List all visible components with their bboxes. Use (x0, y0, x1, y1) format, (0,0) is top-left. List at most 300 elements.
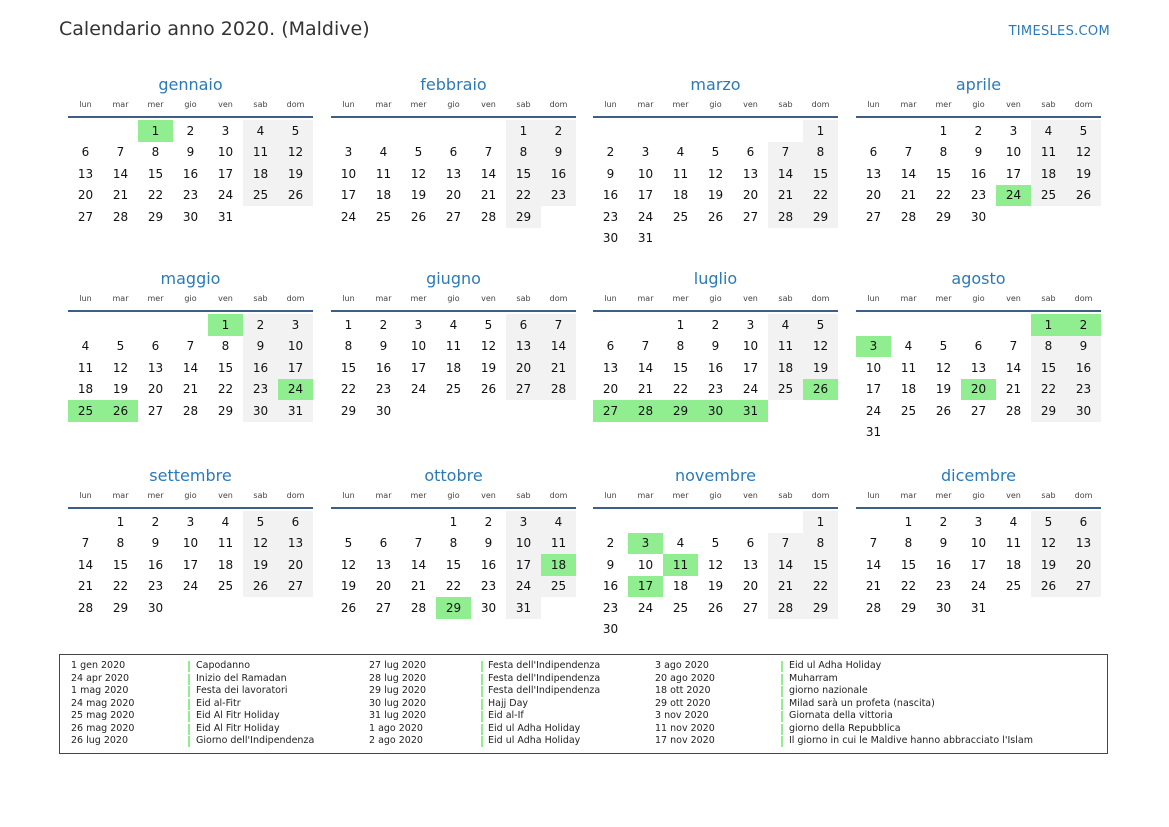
day-cell: 24 (637, 209, 654, 224)
day-cell: 22 (672, 382, 689, 397)
day-cell: 8 (344, 339, 353, 354)
empty-cell (68, 120, 103, 142)
legend-date: 1 ago 2020 (369, 722, 423, 734)
month-novembre (593, 465, 838, 640)
day-cell: 21 (410, 579, 427, 594)
day-cell: 29 (340, 403, 357, 418)
day-cell: 23 (375, 382, 392, 397)
weekday-label: mar (637, 294, 654, 303)
day-cell: 7 (541, 314, 576, 336)
weekday-label: sab (1041, 294, 1056, 303)
day-cell: 21 (541, 357, 576, 379)
day-cell: 30 (147, 600, 164, 615)
day-cell: 13 (147, 360, 164, 375)
weekday-label: lun (342, 294, 355, 303)
legend-holiday-name: Festa dei lavoratori (196, 685, 288, 696)
day-cell: 17 (217, 166, 234, 181)
day-cell: 7 (116, 145, 125, 160)
day-cell: 29 (217, 403, 234, 418)
month-name: aprile (955, 75, 1002, 94)
day-cell: 18 (672, 188, 689, 203)
day-cell: 13 (445, 166, 462, 181)
weekday-header (68, 98, 313, 116)
day-cell: 1 (939, 123, 948, 138)
day-cell: 14 (768, 163, 803, 185)
day-cell: 19 (410, 188, 427, 203)
day-cell: 24 (637, 600, 654, 615)
day-cell: 14 (112, 166, 129, 181)
day-cell: 14 (410, 557, 427, 572)
day-cell: 20 (742, 579, 759, 594)
month-dicembre (856, 465, 1101, 619)
day-cell: 10 (742, 339, 759, 354)
day-cell: 28 (768, 597, 803, 619)
empty-cell (366, 511, 401, 533)
weekday-label: lun (342, 100, 355, 109)
weekday-header (331, 489, 576, 507)
day-cell: 6 (1066, 511, 1101, 533)
empty-cell (173, 314, 208, 336)
day-cell: 24 (340, 209, 357, 224)
day-cell: 23 (1066, 379, 1101, 401)
day-cell: 12 (707, 557, 724, 572)
weekday-label: lun (79, 294, 92, 303)
weekday-label: mer (410, 294, 427, 303)
weekday-label: sab (778, 491, 793, 500)
legend-date: 11 nov 2020 (655, 722, 715, 734)
day-cell: 3 (1009, 123, 1018, 138)
weekday-label: sab (253, 294, 268, 303)
holiday-day-cell: 29 (663, 400, 698, 422)
month-name: settembre (149, 466, 232, 485)
empty-cell (891, 120, 926, 142)
empty-cell (103, 314, 138, 336)
day-cell: 13 (278, 533, 313, 555)
day-cell: 2 (484, 514, 493, 529)
day-cell: 28 (768, 206, 803, 228)
day-cell: 16 (541, 163, 576, 185)
day-cell: 31 (865, 425, 882, 440)
day-cell: 25 (768, 379, 803, 401)
weekday-label: gio (184, 294, 197, 303)
day-cell: 21 (1005, 382, 1022, 397)
weekday-label: mar (900, 294, 917, 303)
legend-holiday-name: giorno nazionale (789, 685, 868, 696)
day-cell: 9 (1066, 336, 1101, 358)
day-cell: 18 (672, 579, 689, 594)
weekday-label: gio (972, 491, 985, 500)
weekday-label: gio (447, 100, 460, 109)
day-cell: 7 (768, 533, 803, 555)
legend-holiday-name: Giornata della vittoria (789, 710, 893, 721)
day-cell: 30 (970, 209, 987, 224)
day-cell: 14 (1005, 360, 1022, 375)
day-cell: 28 (77, 600, 94, 615)
day-cell: 12 (243, 533, 278, 555)
weekday-label: dom (1074, 491, 1093, 500)
header-rule (68, 310, 313, 312)
day-cell: 3 (221, 123, 230, 138)
day-cell: 8 (803, 533, 838, 555)
day-cell: 18 (375, 188, 392, 203)
day-cell: 12 (112, 360, 129, 375)
header-rule (593, 507, 838, 509)
day-cell: 3 (414, 317, 423, 332)
day-cell: 13 (1066, 533, 1101, 555)
day-cell: 3 (746, 317, 755, 332)
day-cell: 28 (900, 209, 917, 224)
weekday-label: dom (286, 294, 305, 303)
day-cell: 4 (676, 536, 685, 551)
weekday-header (593, 292, 838, 310)
day-cell: 15 (935, 166, 952, 181)
weekday-label: sab (1041, 491, 1056, 500)
weekday-label: ven (1006, 491, 1021, 500)
day-cell: 28 (182, 403, 199, 418)
weekday-label: sab (516, 294, 531, 303)
day-cell: 7 (869, 536, 878, 551)
legend-date: 29 lug 2020 (369, 685, 426, 696)
day-cell: 4 (1031, 120, 1066, 142)
day-cell: 5 (711, 536, 720, 551)
day-cell: 12 (1031, 533, 1066, 555)
day-cell: 9 (484, 536, 493, 551)
weekday-label: ven (743, 491, 758, 500)
day-cell: 5 (1066, 120, 1101, 142)
day-cell: 23 (147, 579, 164, 594)
day-cell: 12 (278, 142, 313, 164)
empty-cell (366, 120, 401, 142)
day-cell: 1 (506, 120, 541, 142)
legend-holiday-name: Eid ul Adha Holiday (789, 660, 882, 671)
weekday-label: mar (900, 491, 917, 500)
day-cell: 25 (672, 600, 689, 615)
day-cell: 8 (151, 145, 160, 160)
day-cell: 11 (1005, 536, 1022, 551)
day-cell: 22 (803, 576, 838, 598)
day-cell: 21 (768, 185, 803, 207)
day-cell: 26 (340, 600, 357, 615)
day-cell: 30 (375, 403, 392, 418)
day-cell: 10 (506, 533, 541, 555)
weekday-label: gio (709, 294, 722, 303)
empty-cell (926, 314, 961, 336)
weekday-header (331, 98, 576, 116)
day-cell: 16 (182, 166, 199, 181)
day-cell: 4 (1009, 514, 1018, 529)
day-cell: 7 (768, 142, 803, 164)
legend-date: 25 mag 2020 (71, 710, 135, 721)
day-cell: 11 (375, 166, 392, 181)
day-cell: 20 (445, 188, 462, 203)
day-cell: 29 (803, 597, 838, 619)
day-cell: 30 (935, 600, 952, 615)
day-cell: 11 (243, 142, 278, 164)
weekday-label: mar (637, 491, 654, 500)
day-cell: 10 (410, 339, 427, 354)
legend-marker (781, 661, 783, 672)
day-cell: 27 (375, 600, 392, 615)
day-cell: 4 (81, 339, 90, 354)
legend-holiday-name: Inizio del Ramadan (196, 672, 287, 684)
day-grid (331, 511, 576, 619)
day-cell: 15 (672, 360, 689, 375)
header-rule (593, 310, 838, 312)
day-cell: 26 (707, 209, 724, 224)
day-cell: 1 (803, 120, 838, 142)
legend-holiday-name: Milad sarà un profeta (nascita) (789, 697, 935, 709)
day-cell: 9 (606, 557, 615, 572)
day-cell: 15 (147, 166, 164, 181)
day-cell: 27 (742, 209, 759, 224)
day-cell: 2 (606, 536, 615, 551)
empty-cell (768, 120, 803, 142)
day-cell: 21 (865, 579, 882, 594)
weekday-label: dom (1074, 294, 1093, 303)
day-cell: 19 (243, 554, 278, 576)
day-cell: 7 (414, 536, 423, 551)
empty-cell (698, 511, 733, 533)
legend-marker (188, 661, 190, 672)
legend-date: 30 lug 2020 (369, 697, 426, 709)
day-cell: 15 (340, 360, 357, 375)
day-cell: 15 (803, 554, 838, 576)
day-cell: 10 (340, 166, 357, 181)
month-name: febbraio (420, 75, 487, 94)
day-cell: 29 (112, 600, 129, 615)
day-cell: 10 (182, 536, 199, 551)
day-cell: 16 (602, 579, 619, 594)
weekday-header (593, 489, 838, 507)
empty-cell (68, 511, 103, 533)
day-cell: 4 (541, 511, 576, 533)
holiday-day-cell: 26 (803, 379, 838, 401)
weekday-label: mar (112, 491, 129, 500)
day-cell: 16 (602, 188, 619, 203)
day-cell: 22 (340, 382, 357, 397)
day-cell: 11 (77, 360, 94, 375)
day-cell: 24 (182, 579, 199, 594)
day-cell: 22 (445, 579, 462, 594)
weekday-header (593, 98, 838, 116)
day-cell: 4 (243, 120, 278, 142)
day-cell: 4 (676, 145, 685, 160)
day-cell: 17 (865, 382, 882, 397)
day-cell: 7 (1009, 339, 1018, 354)
holiday-day-cell: 28 (628, 400, 663, 422)
weekday-label: mer (147, 294, 164, 303)
day-cell: 16 (480, 557, 497, 572)
day-cell: 27 (970, 403, 987, 418)
weekday-label: mer (935, 294, 952, 303)
day-grid (331, 120, 576, 228)
day-cell: 18 (768, 357, 803, 379)
day-cell: 15 (506, 163, 541, 185)
day-cell: 29 (1031, 400, 1066, 422)
month-name: dicembre (940, 466, 1017, 485)
empty-cell (138, 314, 173, 336)
legend-date: 24 apr 2020 (71, 672, 130, 684)
empty-cell (698, 120, 733, 142)
day-cell: 28 (480, 209, 497, 224)
day-cell: 24 (970, 579, 987, 594)
legend-marker (188, 686, 190, 697)
day-cell: 17 (506, 554, 541, 576)
day-cell: 27 (742, 600, 759, 615)
day-cell: 30 (602, 622, 619, 637)
day-grid (331, 314, 576, 422)
legend-date: 2 ago 2020 (369, 735, 423, 746)
day-cell: 25 (217, 579, 234, 594)
legend-marker (188, 699, 190, 710)
day-cell: 10 (637, 166, 654, 181)
legend-date: 26 mag 2020 (71, 722, 135, 734)
day-cell: 13 (865, 166, 882, 181)
day-grid (68, 511, 313, 619)
weekday-label: lun (867, 294, 880, 303)
weekday-header (68, 292, 313, 310)
day-cell: 5 (1031, 511, 1066, 533)
weekday-label: mar (375, 491, 392, 500)
legend-marker (188, 711, 190, 722)
header-rule (856, 310, 1101, 312)
day-cell: 6 (746, 145, 755, 160)
day-cell: 8 (1031, 336, 1066, 358)
day-cell: 28 (1005, 403, 1022, 418)
day-grid (68, 120, 313, 228)
day-cell: 25 (672, 209, 689, 224)
day-cell: 18 (217, 557, 234, 572)
weekday-label: lun (604, 100, 617, 109)
month-name: maggio (160, 269, 221, 288)
day-cell: 5 (803, 314, 838, 336)
legend-holiday-name: Festa dell'Indipendenza (488, 660, 601, 671)
day-cell: 12 (410, 166, 427, 181)
weekday-label: gio (972, 294, 985, 303)
day-cell: 6 (974, 339, 983, 354)
holiday-legend (59, 654, 1108, 754)
month-aprile (856, 74, 1101, 228)
day-cell: 6 (869, 145, 878, 160)
day-cell: 28 (112, 209, 129, 224)
holiday-day-cell: 11 (663, 554, 698, 576)
day-grid (593, 120, 838, 249)
legend-marker (481, 686, 483, 697)
day-cell: 22 (506, 185, 541, 207)
day-cell: 15 (112, 557, 129, 572)
day-cell: 20 (506, 357, 541, 379)
day-cell: 5 (116, 339, 125, 354)
day-cell: 3 (186, 514, 195, 529)
weekday-label: gio (447, 294, 460, 303)
day-cell: 19 (340, 579, 357, 594)
day-cell: 27 (445, 209, 462, 224)
day-cell: 31 (278, 400, 313, 422)
day-cell: 14 (768, 554, 803, 576)
day-cell: 10 (637, 557, 654, 572)
weekday-label: mer (935, 100, 952, 109)
weekday-label: dom (1074, 100, 1093, 109)
day-cell: 13 (506, 336, 541, 358)
legend-holiday-name: Capodanno (196, 660, 251, 671)
weekday-label: sab (516, 100, 531, 109)
empty-cell (628, 120, 663, 142)
day-cell: 29 (506, 206, 541, 228)
day-cell: 23 (707, 382, 724, 397)
day-cell: 9 (151, 536, 160, 551)
day-cell: 7 (904, 145, 913, 160)
day-cell: 5 (414, 145, 423, 160)
day-cell: 18 (1031, 163, 1066, 185)
empty-cell (593, 511, 628, 533)
site-link[interactable]: TIMESLES.COM (1008, 24, 1110, 39)
weekday-label: dom (549, 294, 568, 303)
day-cell: 4 (449, 317, 458, 332)
day-cell: 10 (217, 145, 234, 160)
weekday-label: mar (112, 294, 129, 303)
day-cell: 17 (410, 360, 427, 375)
weekday-label: sab (253, 491, 268, 500)
day-cell: 6 (151, 339, 160, 354)
weekday-label: gio (184, 100, 197, 109)
day-cell: 23 (243, 379, 278, 401)
day-cell: 18 (900, 382, 917, 397)
weekday-label: dom (286, 491, 305, 500)
day-cell: 26 (410, 209, 427, 224)
day-cell: 15 (803, 163, 838, 185)
empty-cell (856, 120, 891, 142)
day-grid (856, 120, 1101, 228)
empty-cell (471, 120, 506, 142)
day-cell: 8 (803, 142, 838, 164)
legend-marker (781, 674, 783, 685)
day-cell: 11 (445, 339, 462, 354)
legend-date: 18 ott 2020 (655, 685, 711, 696)
day-cell: 23 (541, 185, 576, 207)
day-cell: 14 (637, 360, 654, 375)
page-title: Calendario anno 2020. (Maldive) (59, 18, 370, 40)
day-cell: 15 (1031, 357, 1066, 379)
weekday-label: dom (286, 100, 305, 109)
day-cell: 8 (449, 536, 458, 551)
month-name: gennaio (158, 75, 223, 94)
empty-cell (436, 120, 471, 142)
day-cell: 21 (182, 382, 199, 397)
day-cell: 12 (803, 336, 838, 358)
weekday-label: ven (218, 491, 233, 500)
day-cell: 1 (904, 514, 913, 529)
day-cell: 1 (803, 511, 838, 533)
day-cell: 13 (742, 166, 759, 181)
weekday-label: mar (112, 100, 129, 109)
holiday-day-cell: 27 (593, 400, 628, 422)
holiday-day-cell: 1 (1031, 314, 1066, 336)
day-cell: 9 (939, 536, 948, 551)
day-cell: 15 (445, 557, 462, 572)
month-name: novembre (674, 466, 757, 485)
legend-holiday-name: Giorno dell'Indipendenza (196, 735, 315, 746)
weekday-label: mer (672, 100, 689, 109)
day-cell: 12 (1066, 142, 1101, 164)
day-cell: 14 (900, 166, 917, 181)
day-cell: 22 (935, 188, 952, 203)
empty-cell (401, 511, 436, 533)
header-rule (856, 116, 1101, 118)
day-cell: 9 (243, 336, 278, 358)
legend-date: 17 nov 2020 (655, 735, 715, 746)
day-cell: 5 (939, 339, 948, 354)
weekday-label: sab (778, 294, 793, 303)
